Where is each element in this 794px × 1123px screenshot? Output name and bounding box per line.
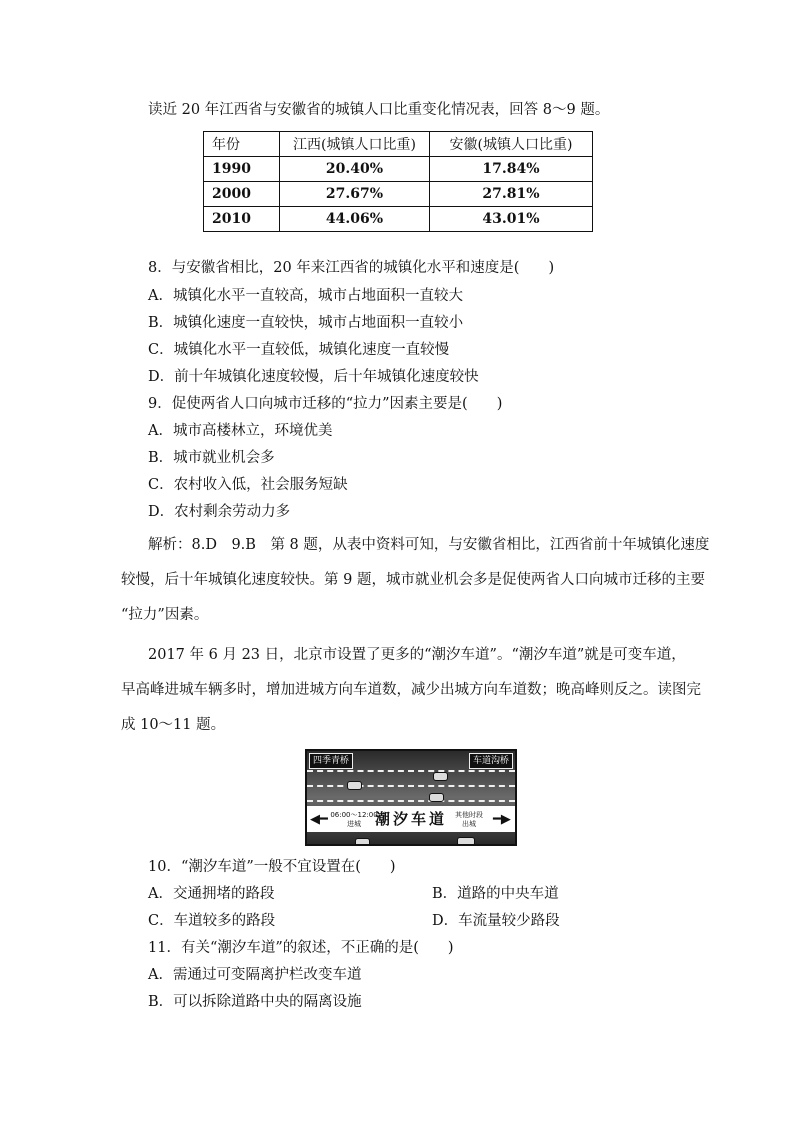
question-10-option-b: B．道路的中央车道 [432,886,559,902]
question-9-option-c: C．农村收入低，社会服务短缺 [148,477,348,493]
table-row [204,157,593,182]
table-cell: 44.06% [280,207,430,232]
table-header-row [204,132,593,157]
bus-icon [457,837,475,846]
table-row [204,182,593,207]
analysis-line: 较慢，后十年城镇化速度较快。第 9 题，城市就业机会多是促使两省人口向城市迁移的主要 [121,572,705,588]
figure-title: 潮汐车道 [374,810,447,828]
car-icon [433,772,448,781]
question-8-option-c: C．城镇化水平一直较低，城镇化速度一直较慢 [148,342,450,358]
right-direction-label: 出城 [462,820,476,828]
car-icon [347,781,362,790]
urbanization-table [203,131,593,232]
bridge-label-right: 车道沟桥 [469,753,513,769]
intro-8-9: 读近 20 年江西省与安徽省的城镇人口比重变化情况表，回答 8～9 题。 [148,102,610,118]
table-row [204,207,593,232]
left-time-label: 06:00～12:00 [330,811,378,819]
question-9-option-d: D．农村剩余劳动力多 [148,504,291,520]
table-cell: 27.67% [280,182,430,207]
intro-10-11-line: 2017 年 6 月 23 日，北京市设置了更多的“潮汐车道”。“潮汐车道”就是可变车道， [148,647,686,663]
car-icon [429,793,444,802]
table-cell: 1990 [204,157,280,182]
table-cell: 2000 [204,182,280,207]
lane-marking [307,785,515,787]
question-10-option-d: D．车流量较少路段 [432,913,560,929]
arrow-left-icon: ◀━ [310,812,328,827]
tidal-lane-figure [305,749,517,846]
table-header: 年份 [204,132,280,157]
question-11-stem: 11．有关“潮汐车道”的叙述，不正确的是( ) [148,940,454,956]
table-cell: 20.40% [280,157,430,182]
question-10-option-a: A．交通拥堵的路段 [148,886,275,902]
intro-10-11-line: 成 10～11 题。 [121,717,226,733]
analysis-line: “拉力”因素。 [121,607,209,623]
intro-10-11-line: 早高峰进城车辆多时，增加进城方向车道数，减少出城方向车道数；晚高峰则反之。读图完 [121,682,701,698]
table-cell: 43.01% [430,207,593,232]
arrow-right-icon: ━▶ [493,812,511,827]
lane-marking [307,770,515,772]
car-icon [355,838,370,846]
table-header: 安徽(城镇人口比重) [430,132,593,157]
table-cell: 2010 [204,207,280,232]
question-9-option-a: A．城市高楼林立，环境优美 [148,423,333,439]
bridge-label-left: 四季青桥 [309,753,353,769]
left-direction-label: 进城 [347,820,361,828]
question-11-option-a: A．需通过可变隔离护栏改变车道 [148,967,362,983]
question-10-stem: 10．“潮汐车道”一般不宜设置在( ) [148,859,396,875]
question-9-stem: 9．促使两省人口向城市迁移的“拉力”因素主要是( ) [148,396,503,412]
analysis-line: 解析：8.D 9.B 第 8 题，从表中资料可知，与安徽省相比，江西省前十年城镇化速度 [148,537,710,553]
question-10-option-c: C．车道较多的路段 [148,913,276,929]
question-9-option-b: B．城市就业机会多 [148,450,275,466]
table-header: 江西(城镇人口比重) [280,132,430,157]
question-8-option-d: D．前十年城镇化速度较慢，后十年城镇化速度较快 [148,369,479,385]
table-cell: 27.81% [430,182,593,207]
question-11-option-b: B．可以拆除道路中央的隔离设施 [148,994,362,1010]
right-time-label: 其他时段 [455,811,483,819]
table-cell: 17.84% [430,157,593,182]
question-8-option-a: A．城镇化水平一直较高，城市占地面积一直较大 [148,288,463,304]
lane-marking [307,800,515,802]
question-8-option-b: B．城镇化速度一直较快，城市占地面积一直较小 [148,315,464,331]
question-8-stem: 8．与安徽省相比，20 年来江西省的城镇化水平和速度是( ) [148,260,555,276]
